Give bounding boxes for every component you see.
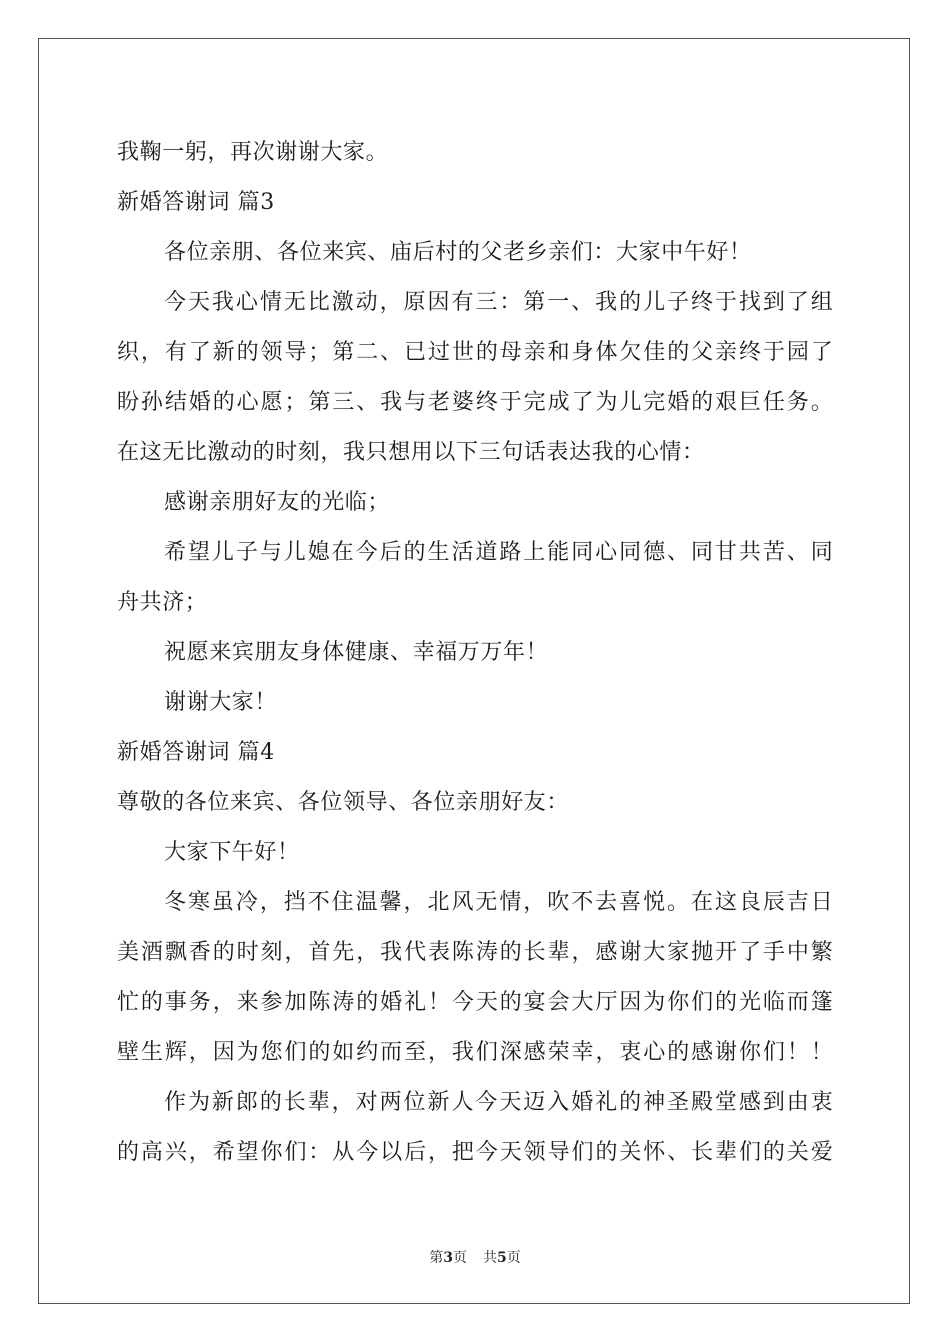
paragraph-line: 谢谢大家！ [164, 690, 278, 715]
page-total-unit: 页 [506, 1250, 521, 1266]
section-heading: 新婚答谢词 篇3 [117, 190, 275, 215]
section-heading: 新婚答谢词 篇4 [117, 740, 275, 765]
paragraph-line: 在这无比激动的时刻，我只想用以下三句话表达我的心情： [117, 440, 705, 465]
paragraph-line: 的 高 兴 ， 希 望 你 们 ： 从 今 以 后 ， 把 今 天 领 导 们 的 关 怀 、 长 辈 们 的 关 爱 [117, 1140, 833, 1165]
document-body [117, 128, 833, 1178]
paragraph-line: 冬 寒 虽 冷 ， 挡 不 住 温 馨 ， 北 风 无 情 ， 吹 不 去 喜 悦 。 在 这 良 辰 吉 日 [164, 890, 833, 915]
paragraph-line: 希 望 儿 子 与 儿 媳 在 今 后 的 生 活 道 路 上 能 同 心 同 德 、 同 甘 共 苦 、 同 [164, 540, 833, 565]
paragraph-line: 感谢亲朋好友的光临； [164, 490, 391, 515]
paragraph-line: 今 天 我 心 情 无 比 激 动 ， 原 因 有 三 ： 第 一 、 我 的 儿 子 终 于 找 到 了 组 [164, 290, 833, 315]
paragraph-line: 忙 的 事 务 ， 来 参 加 陈 涛 的 婚 礼 ！ 今 天 的 宴 会 大 厅 因 为 你 们 的 光 临 而 篷 [117, 990, 833, 1015]
paragraph-line: 壁 生 辉 ， 因 为 您 们 的 如 约 而 至 ， 我 们 深 感 荣 幸 ， 衷 心 的 感 谢 你 们 ！ ！ [117, 1040, 833, 1065]
page-number-current: 3 [443, 1250, 453, 1266]
paragraph-line: 尊敬的各位来宾、各位领导、各位亲朋好友： [117, 790, 570, 815]
paragraph-line: 美 酒 飘 香 的 时 刻 ， 首 先 ， 我 代 表 陈 涛 的 长 辈 ， 感 谢 大 家 抛 开 了 手 中 繁 [117, 940, 833, 965]
paragraph-line: 作 为 新 郎 的 长 辈 ， 对 两 位 新 人 今 天 迈 入 婚 礼 的 神 圣 殿 堂 感 到 由 衷 [164, 1090, 833, 1115]
paragraph-line: 大家下午好！ [164, 840, 300, 865]
page-total-prefix: 共 [483, 1250, 497, 1266]
paragraph-line: 祝愿来宾朋友身体健康、幸福万万年！ [164, 640, 549, 665]
paragraph-line: 各位亲朋、各位来宾、庙后村的父老乡亲们：大家中午好！ [164, 240, 752, 265]
page-footer [0, 1247, 950, 1267]
paragraph-line: 舟共济； [117, 590, 208, 615]
paragraph-line: 我鞠一躬，再次谢谢大家。 [117, 140, 389, 165]
paragraph-line: 盼 孙 结 婚 的 心 愿 ； 第 三 、 我 与 老 婆 终 于 完 成 了 为 儿 完 婚 的 艰 巨 任 务 。 [117, 390, 833, 415]
paragraph-line: 织 ， 有 了 新 的 领 导 ； 第 二 、 已 过 世 的 母 亲 和 身 体 欠 佳 的 父 亲 终 于 园 了 [117, 340, 833, 365]
page-number-unit: 页 [453, 1250, 467, 1266]
page-number-prefix: 第 [429, 1250, 444, 1266]
page-total: 5 [497, 1250, 507, 1266]
